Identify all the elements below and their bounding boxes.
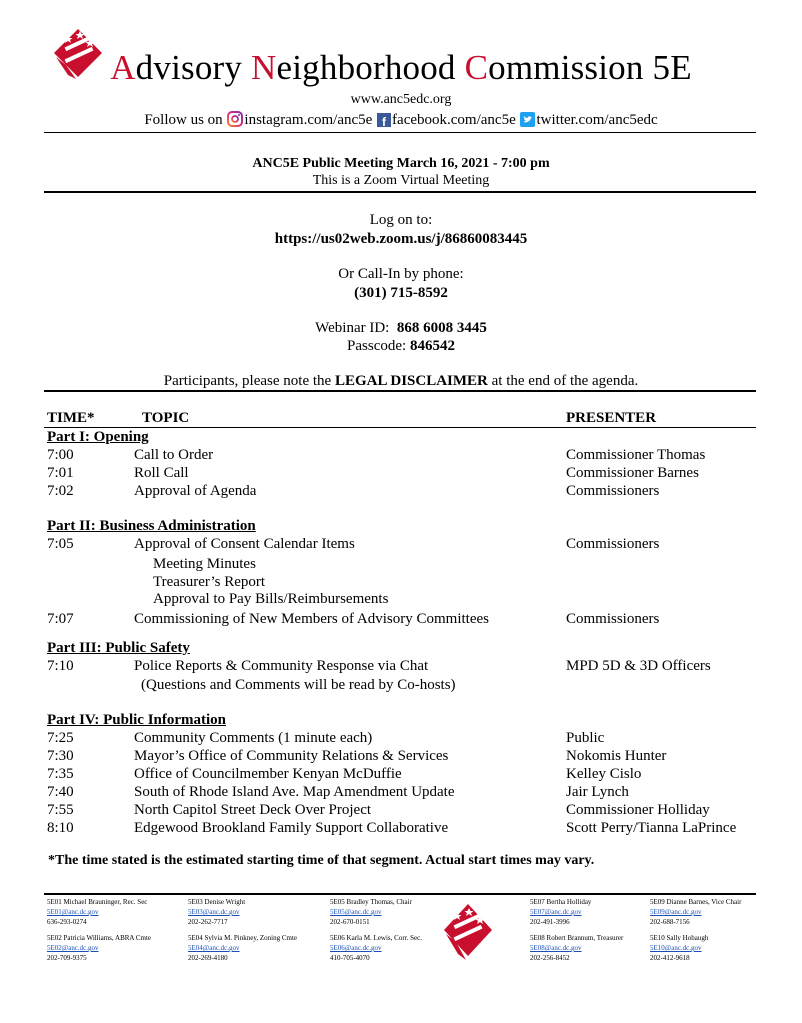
agenda-presenter: Commissioner Thomas bbox=[566, 447, 706, 463]
agenda-time: 7:01 bbox=[47, 465, 74, 481]
commissioner-contact: 5E09 Dianne Barnes, Vice Chair 5E09@anc.dc.gov 202-688-7156 bbox=[650, 898, 742, 926]
agenda-time: 8:10 bbox=[47, 820, 74, 836]
agenda-presenter: Nokomis Hunter bbox=[566, 748, 667, 764]
agenda-header-rule bbox=[44, 427, 756, 428]
agenda-time: 7:30 bbox=[47, 748, 74, 764]
twitter-link[interactable]: twitter.com/anc5edc bbox=[536, 112, 658, 128]
agenda-subitem: Meeting Minutes bbox=[153, 556, 256, 572]
part-heading: Part II: Business Administration bbox=[47, 518, 256, 534]
webinar-id: 868 6008 3445 bbox=[396, 320, 487, 336]
agenda-subitem: Treasurer’s Report bbox=[153, 574, 266, 590]
agenda-time: 7:00 bbox=[47, 447, 74, 463]
passcode-label: Passcode: bbox=[347, 338, 407, 354]
svg-text:f: f bbox=[382, 115, 387, 127]
instagram-icon bbox=[227, 111, 243, 127]
agenda-topic: North Capitol Street Deck Over Project bbox=[134, 802, 372, 818]
agenda-presenter: MPD 5D & 3D Officers bbox=[566, 658, 711, 674]
agenda-topic: South of Rhode Island Ave. Map Amendment Update bbox=[134, 784, 455, 800]
header-time: TIME* bbox=[47, 410, 95, 426]
commissioner-contact: 5E04 Sylvia M. Pinkney, Zoning Cmte 5E04@anc.dc.gov 202-269-4180 bbox=[188, 934, 298, 962]
agenda-time: 7:40 bbox=[47, 784, 74, 800]
header-presenter: PRESENTER bbox=[566, 410, 657, 426]
agenda-presenter: Kelley Cislo bbox=[566, 766, 642, 782]
agenda-presenter: Public bbox=[566, 730, 605, 746]
agenda-topic: Commissioning of New Members of Advisory Committees bbox=[134, 611, 489, 627]
agenda-subitem: Approval to Pay Bills/Reimbursements bbox=[153, 591, 389, 607]
dc-flag-map-footer-logo bbox=[442, 902, 494, 964]
agenda-time: 7:05 bbox=[47, 536, 74, 552]
phone-number: (301) 715-8592 bbox=[354, 285, 448, 301]
meeting-subtitle: This is a Zoom Virtual Meeting bbox=[312, 173, 490, 188]
meeting-title: ANC5E Public Meeting March 16, 2021 - 7:00 pm bbox=[252, 156, 550, 171]
commissioner-email[interactable]: 5E02@anc.dc.gov bbox=[47, 944, 99, 952]
agenda-presenter: Commissioners bbox=[566, 611, 660, 627]
agenda-topic: Approval of Consent Calendar Items bbox=[134, 536, 355, 552]
header-divider bbox=[44, 132, 756, 133]
agenda-presenter: Jair Lynch bbox=[566, 784, 629, 800]
agenda-topic: Approval of Agenda bbox=[134, 483, 257, 499]
webinar-label: Webinar ID: bbox=[315, 320, 390, 336]
commissioner-contact: 5E01 Michael Brauninger, Rec. Sec 5E01@anc.dc.gov 636-293-0274 bbox=[47, 898, 148, 926]
agenda-presenter: Commissioners bbox=[566, 536, 660, 552]
agenda-time: 7:02 bbox=[47, 483, 74, 499]
agenda-presenter: Scott Perry/Tianna LaPrince bbox=[566, 820, 737, 836]
title-part-3: Commission 5E bbox=[464, 48, 692, 87]
commissioner-contact: 5E02 Patricia Williams, ABRA Cmte 5E02@anc.dc.gov 202-709-9375 bbox=[47, 934, 152, 962]
commissioner-contact: 5E07 Bertha Holliday 5E07@anc.dc.gov 202-491-3996 bbox=[530, 898, 592, 926]
callin-label: Or Call-In by phone: bbox=[338, 266, 464, 282]
commissioner-contact: 5E05 Bradley Thomas, Chair 5E05@anc.dc.gov 202-670-0151 bbox=[330, 898, 412, 926]
social-links bbox=[0, 111, 802, 129]
facebook-icon bbox=[377, 113, 391, 127]
commissioner-email[interactable]: 5E03@anc.dc.gov bbox=[188, 908, 240, 916]
time-footnote: *The time stated is the estimated starting time of that segment. Actual start times may vary. bbox=[48, 853, 595, 868]
logon-label: Log on to: bbox=[369, 212, 433, 228]
agenda-presenter: Commissioner Barnes bbox=[566, 465, 699, 481]
commissioner-email[interactable]: 5E10@anc.dc.gov bbox=[650, 944, 702, 952]
agenda-time: 7:25 bbox=[47, 730, 74, 746]
agenda-topic: Edgewood Brookland Family Support Collaborative bbox=[134, 820, 449, 836]
agenda-topic: Community Comments (1 minute each) bbox=[134, 730, 373, 746]
agenda-time: 7:35 bbox=[47, 766, 74, 782]
legal-disclaimer-note: Participants, please note the LEGAL DISCLAIMER at the end of the agenda. bbox=[163, 373, 639, 389]
agenda-time: 7:07 bbox=[47, 611, 74, 627]
webinar-id-line bbox=[0, 320, 802, 337]
commissioner-email[interactable]: 5E04@anc.dc.gov bbox=[188, 944, 240, 952]
agenda-time: 7:55 bbox=[47, 802, 74, 818]
instagram-link[interactable]: instagram.com/anc5e bbox=[244, 112, 373, 128]
agenda-topic: Police Reports & Community Response via Chat bbox=[134, 658, 429, 674]
header-topic: TOPIC bbox=[142, 410, 190, 426]
website-link[interactable]: www.anc5edc.org bbox=[350, 92, 452, 107]
agenda-presenter: Commissioners bbox=[566, 483, 660, 499]
commissioner-email[interactable]: 5E08@anc.dc.gov bbox=[530, 944, 582, 952]
passcode: 846542 bbox=[409, 338, 455, 354]
commissioner-email[interactable]: 5E09@anc.dc.gov bbox=[650, 908, 702, 916]
commissioner-email[interactable]: 5E01@anc.dc.gov bbox=[47, 908, 99, 916]
commissioner-contact: 5E06 Karla M. Lewis, Corr. Sec. 5E06@anc.dc.gov 410-705-4070 bbox=[330, 934, 422, 962]
commissioner-email[interactable]: 5E05@anc.dc.gov bbox=[330, 908, 382, 916]
footer-divider bbox=[44, 893, 756, 895]
agenda-subitem: (Questions and Comments will be read by Co-hosts) bbox=[141, 677, 456, 693]
part-heading: Part I: Opening bbox=[47, 429, 149, 445]
agenda-time: 7:10 bbox=[47, 658, 74, 674]
commissioner-email[interactable]: 5E06@anc.dc.gov bbox=[330, 944, 382, 952]
title-part-1: Advisory bbox=[110, 48, 252, 87]
part-heading: Part IV: Public Information bbox=[47, 712, 227, 728]
agenda-divider bbox=[44, 390, 756, 392]
passcode-line bbox=[0, 338, 802, 355]
commissioner-contact: 5E08 Robert Brannum, Treasurer 5E08@anc.dc.gov 202-256-8452 bbox=[530, 934, 624, 962]
commission-title bbox=[0, 48, 802, 88]
commissioner-contact: 5E03 Denise Wright 5E03@anc.dc.gov 202-262-7717 bbox=[188, 898, 246, 926]
agenda-topic: Roll Call bbox=[134, 465, 189, 481]
agenda-topic: Office of Councilmember Kenyan McDuffie bbox=[134, 766, 402, 782]
agenda-presenter: Commissioner Holliday bbox=[566, 802, 710, 818]
title-part-2: Neighborhood bbox=[251, 48, 465, 87]
agenda-topic: Call to Order bbox=[134, 447, 214, 463]
meeting-divider bbox=[44, 191, 756, 193]
zoom-url[interactable]: https://us02web.zoom.us/j/86860083445 bbox=[274, 231, 528, 247]
commissioner-contact: 5E10 Sally Hobaugh 5E10@anc.dc.gov 202-412-9618 bbox=[650, 934, 709, 962]
agenda-topic: Mayor’s Office of Community Relations & Services bbox=[134, 748, 449, 764]
facebook-link[interactable]: facebook.com/anc5e bbox=[392, 112, 516, 128]
part-heading: Part III: Public Safety bbox=[47, 640, 190, 656]
commissioner-email[interactable]: 5E07@anc.dc.gov bbox=[530, 908, 582, 916]
follow-prefix: Follow us on bbox=[144, 112, 227, 128]
twitter-icon bbox=[520, 112, 535, 127]
